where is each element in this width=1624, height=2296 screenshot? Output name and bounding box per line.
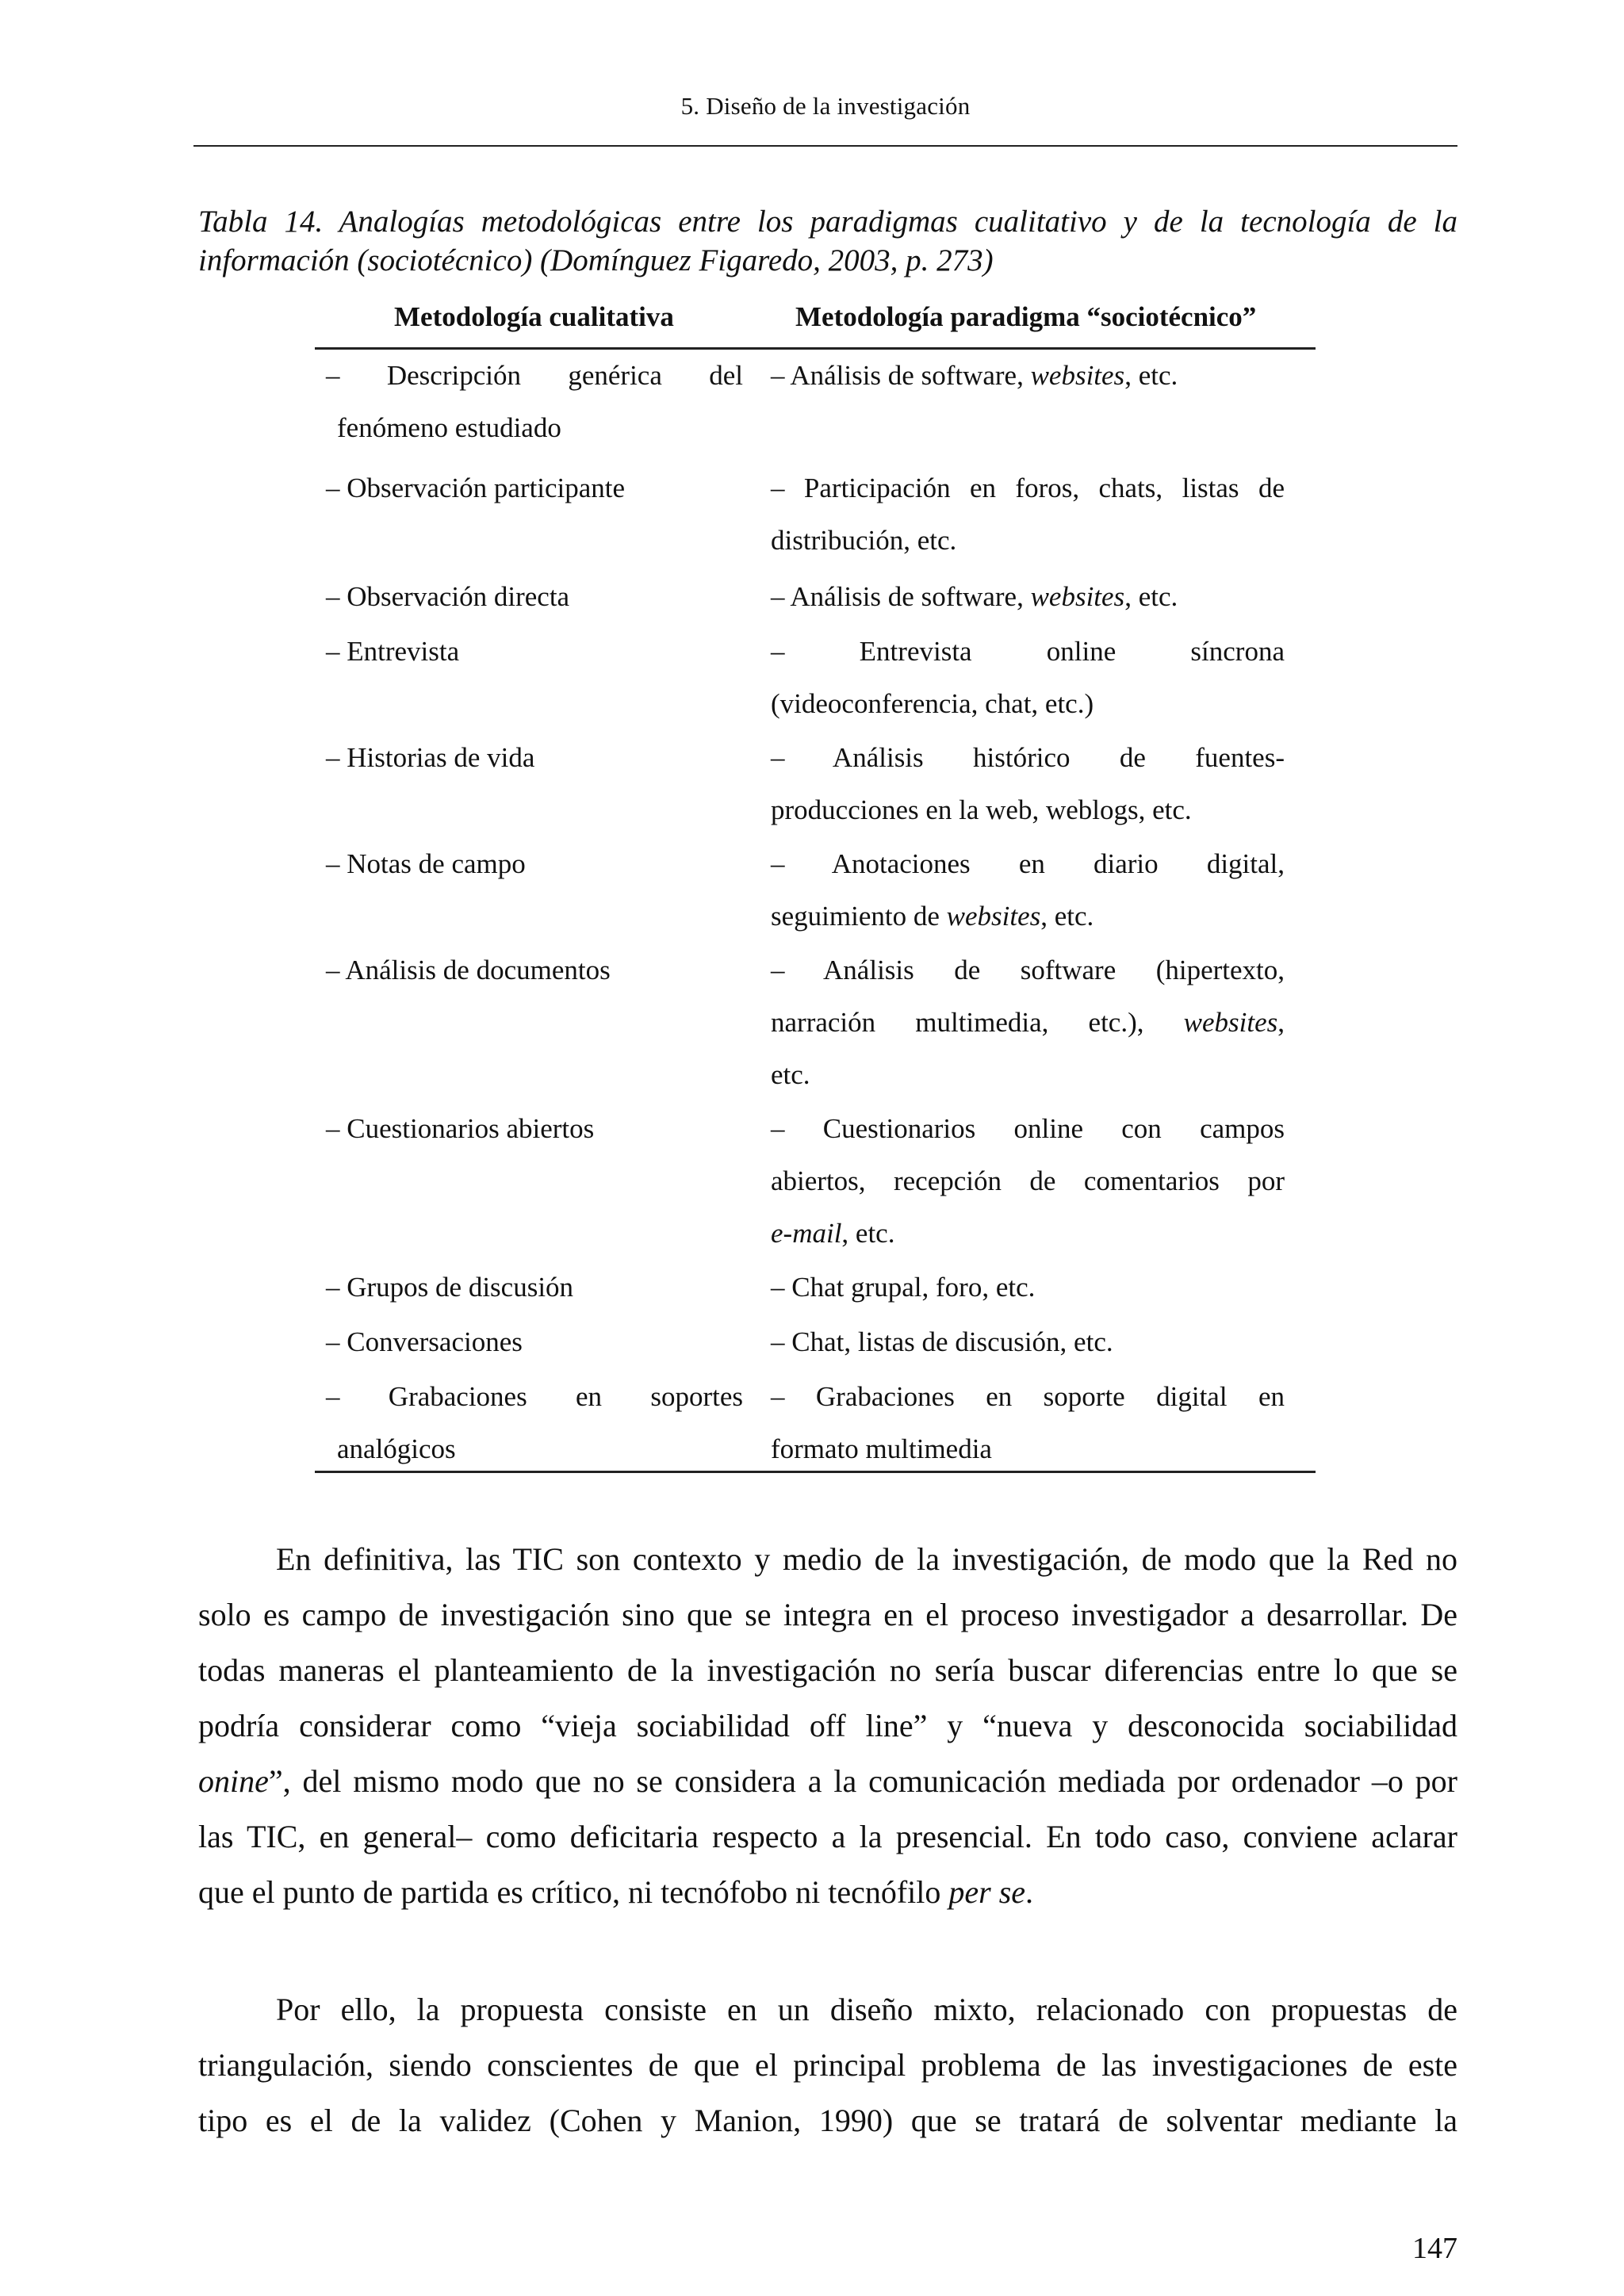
page-number: 147: [1412, 2232, 1457, 2265]
table-row: [315, 571, 1316, 626]
table-cell-left: – Observación participante: [326, 473, 626, 503]
table-cell-right: – Grabaciones en soporte digital en formato multimedia: [771, 1381, 1285, 1464]
table-row: [315, 732, 1316, 838]
table-row: [315, 626, 1316, 732]
table-row: [315, 838, 1316, 944]
table-row: [315, 1261, 1316, 1316]
table-cell-right: – Análisis de software, websites, etc.: [771, 581, 1178, 612]
table-row: [315, 462, 1316, 571]
table-cell-right: – Cuestionarios online con campos abiertos, recepción de comentarios por e-mail, etc.: [771, 1113, 1285, 1249]
table-cell-left: – Descripción genérica del fenómeno estudiado: [326, 360, 743, 443]
table-row: [315, 350, 1316, 462]
table-cell-left: – Observación directa: [326, 581, 570, 612]
table-cell-right: – Participación en foros, chats, listas de distribución, etc.: [771, 473, 1285, 556]
table-cell-right: – Análisis de software, websites, etc.: [771, 360, 1178, 391]
table-row: [315, 1316, 1316, 1371]
table-cell-right: – Anotaciones en diario digital, seguimiento de websites, etc.: [771, 848, 1285, 932]
caption-line-1: Tabla 14. Analogías metodológicas entre los paradigmas cualitativo y de la tecnología de la: [198, 205, 1457, 239]
table-cell-left: – Cuestionarios abiertos: [326, 1113, 595, 1144]
running-head: 5. Diseño de la investigación: [680, 92, 971, 120]
table-bottom-rule: [315, 1471, 1316, 1473]
header-rule: [193, 145, 1457, 147]
table-caption: [198, 202, 1457, 280]
caption-line-2: información (sociotécnico) (Domínguez Figaredo, 2003, p. 273): [198, 243, 994, 277]
table-row: [315, 1103, 1316, 1261]
table-cell-right: – Análisis histórico de fuentes- producciones en la web, weblogs, etc.: [771, 742, 1285, 825]
table-cell-left: – Grupos de discusión: [326, 1272, 574, 1303]
table-cell-right: – Análisis de software (hipertexto, narración multimedia, etc.), websites, etc.: [771, 955, 1285, 1090]
table-header-row: [315, 293, 1316, 350]
table-cell-left: – Historias de vida: [326, 742, 535, 773]
table-cell-left: – Entrevista: [326, 636, 460, 667]
body-paragraph-2: Por ello, la propuesta consiste en un diseño mixto, relacionado con propuestas de triangulación, siendo conscientes de que el principal problema de las investigaciones de este tipo es el de la validez (Cohen y Manion, 1990) que se tratará de solventar mediante la: [198, 1992, 1457, 2138]
table-cell-left: – Conversaciones: [326, 1326, 523, 1357]
table-row: [315, 944, 1316, 1103]
column-header-sociotechnical: Metodología paradigma “sociotécnico”: [795, 301, 1257, 332]
table-row: [315, 1371, 1316, 1477]
table-cell-right: – Chat grupal, foro, etc.: [771, 1272, 1036, 1303]
column-header-qualitative: Metodología cualitativa: [394, 301, 674, 332]
table-cell-left: – Notas de campo: [326, 848, 526, 879]
table-cell-right: – Entrevista online síncrona (videoconferencia, chat, etc.): [771, 636, 1285, 719]
table-cell-right: – Chat, listas de discusión, etc.: [771, 1326, 1113, 1357]
body-paragraph-1: En definitiva, las TIC son contexto y medio de la investigación, de modo que la Red no solo es campo de investigación sino que se integra en el proceso investigador a desarrollar. De todas maneras el planteamiento de la investigación no sería buscar diferencias entre lo que se podría considerar como “vieja sociabilidad off line” y “nueva y desconocida sociabilidad onine”, del mismo modo que no se considera a la comunicación mediada por ordenador –o por las TIC, en general– como deficitaria respecto a la presencial. En todo caso, conviene aclarar que el punto de partida es crítico, ni tecnófobo ni tecnófilo per se.: [198, 1541, 1457, 1910]
table-cell-left: – Grabaciones en soportes analógicos: [326, 1381, 743, 1464]
methodology-table: [315, 293, 1316, 1477]
table-cell-left: – Análisis de documentos: [326, 955, 611, 985]
